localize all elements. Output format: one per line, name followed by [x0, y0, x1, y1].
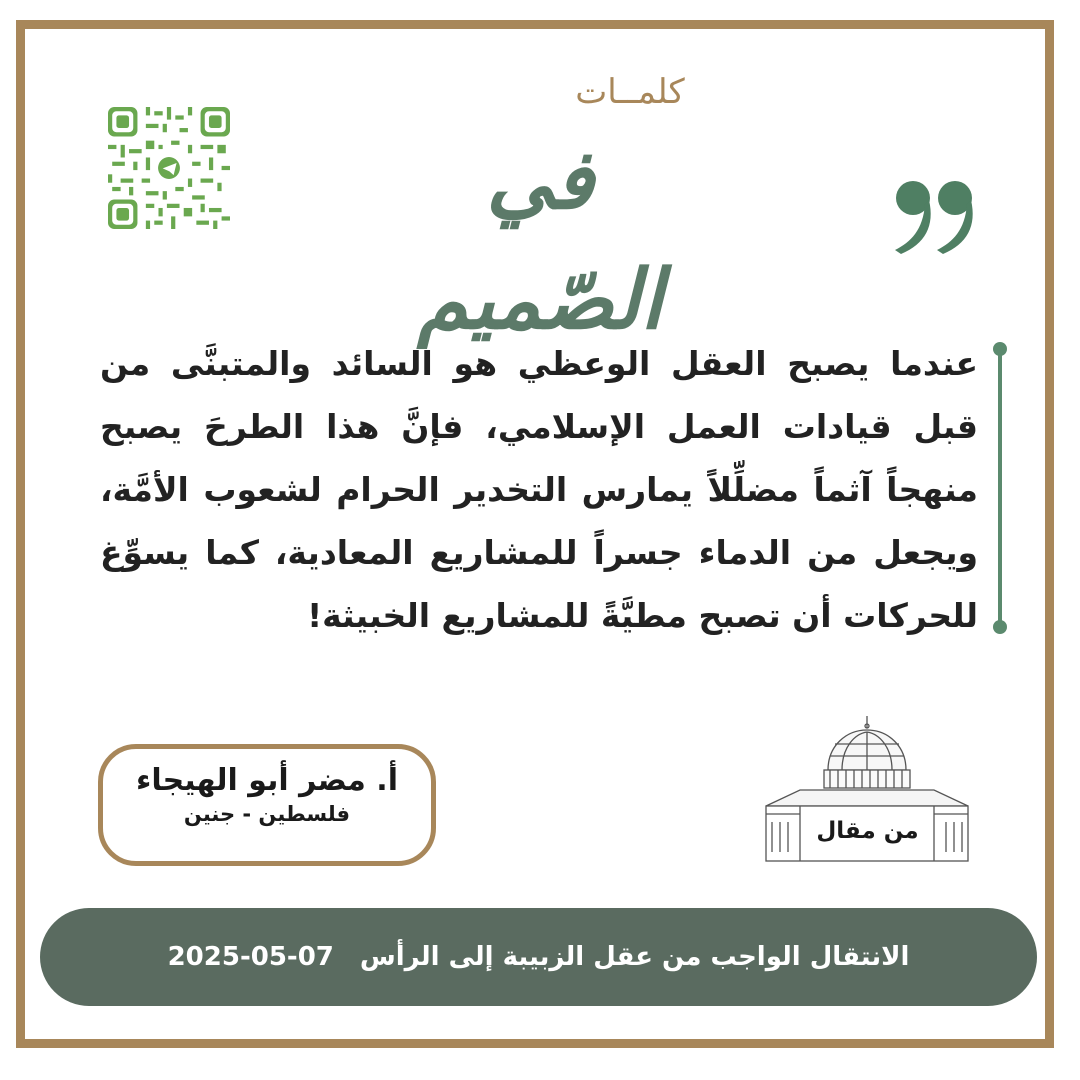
footer-bar — [40, 908, 1037, 1006]
source-label: من مقال — [816, 818, 919, 844]
author-card — [98, 744, 436, 866]
quote-divider-dot-top — [993, 342, 1007, 356]
author-location: فلسطين - جنين — [183, 802, 351, 826]
article-date: 2025-05-07 — [167, 942, 334, 972]
author-name: أ. مضر أبو الهيجاء — [136, 763, 398, 798]
qr-code-icon[interactable] — [108, 107, 230, 229]
logo-title: في الصّميم — [417, 132, 663, 348]
article-title: الانتقال الواجب من عقل الزبيبة إلى الرأس — [359, 942, 910, 972]
logo-subtitle: كلمــات — [575, 72, 685, 112]
quote-text: عندما يصبح العقل الوعظي هو السائد والمتبنَّى من قبل قيادات العمل الإسلامي، فإنَّ هذا الطرحَ يصبح منهجاً آثماً مضلِّلاً يمارس التخدير الحرام لشعوب الأمَّة، ويجعل من الدماء جسراً للمشاريع المعادية، كما يسوِّغ للحركات أن تصبح مطيَّةً للمشاريع الخبيثة! — [100, 344, 978, 635]
quote-divider-line — [998, 348, 1002, 628]
quote-divider-dot-bottom — [993, 620, 1007, 634]
quote-mark-icon — [885, 150, 985, 260]
